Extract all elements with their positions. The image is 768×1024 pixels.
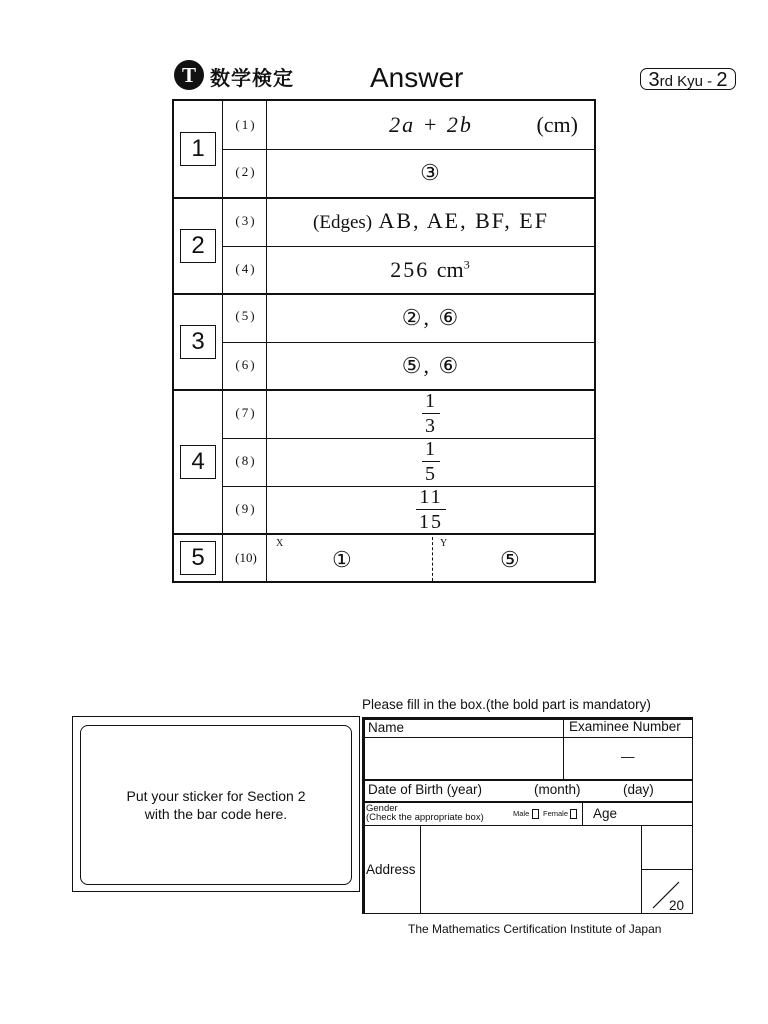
row-divider bbox=[222, 342, 594, 343]
address-field[interactable] bbox=[422, 827, 640, 912]
fraction bbox=[416, 487, 445, 532]
birth-year-label: Date of Birth (year) bbox=[368, 782, 483, 797]
section-number: 3 bbox=[180, 325, 216, 359]
question-number: (3) bbox=[235, 213, 257, 228]
form-row-divider bbox=[363, 801, 692, 803]
question-number: (8) bbox=[235, 453, 257, 468]
answer-unit: cm bbox=[436, 257, 464, 282]
answer-value: 2a + 2b bbox=[389, 112, 473, 137]
examinee-info-form bbox=[362, 717, 693, 914]
xy-divider bbox=[432, 537, 433, 581]
form-row-divider bbox=[363, 825, 692, 826]
answer-value: 256 bbox=[390, 257, 430, 282]
form-col-divider bbox=[582, 801, 583, 825]
answer-1 bbox=[268, 112, 594, 138]
row-divider bbox=[222, 246, 594, 247]
grade-dash: - bbox=[703, 73, 717, 90]
sticker-area bbox=[80, 725, 352, 885]
section-number: 4 bbox=[180, 445, 216, 479]
answer-7 bbox=[268, 391, 594, 438]
female-checkbox[interactable] bbox=[570, 809, 577, 819]
form-col-divider bbox=[420, 825, 421, 913]
y-label: Y bbox=[440, 538, 448, 549]
row-divider bbox=[222, 149, 594, 150]
score-total: 20 bbox=[669, 898, 685, 913]
birth-month-label: (month) bbox=[534, 782, 581, 797]
answer-prefix: (Edges) bbox=[313, 212, 373, 233]
form-col-divider bbox=[563, 718, 564, 779]
grade-number: 3 bbox=[648, 69, 660, 91]
answer-value: AB, AE, BF, EF bbox=[378, 208, 549, 233]
age-label: Age bbox=[593, 806, 618, 821]
name-label: Name bbox=[368, 720, 405, 735]
birth-day-label: (day) bbox=[623, 782, 654, 797]
examinee-number-label: Examinee Number bbox=[569, 719, 681, 734]
question-number: (5) bbox=[235, 308, 257, 323]
denominator: 3 bbox=[425, 415, 437, 437]
form-row-divider bbox=[363, 779, 692, 781]
x-label: X bbox=[276, 538, 284, 549]
section-number: 2 bbox=[180, 229, 216, 263]
numerator: 1 bbox=[422, 439, 440, 462]
question-number: (1) bbox=[235, 117, 257, 132]
male-checkbox[interactable] bbox=[532, 809, 539, 819]
question-number: (10) bbox=[235, 550, 257, 565]
x-answer: ① bbox=[332, 547, 352, 572]
question-number: (2) bbox=[235, 164, 257, 179]
numerator: 1 bbox=[422, 391, 440, 414]
form-row-divider bbox=[641, 869, 692, 870]
question-number: (9) bbox=[235, 501, 257, 516]
answer-5: ②, ⑥ bbox=[401, 305, 461, 330]
answer-unit: (cm) bbox=[536, 112, 578, 137]
question-number: (4) bbox=[235, 261, 257, 276]
answer-8 bbox=[268, 439, 594, 486]
answer-6: ⑤, ⑥ bbox=[401, 353, 461, 378]
logo-text: 数学検定 bbox=[210, 68, 294, 90]
section-number: 5 bbox=[180, 541, 216, 575]
answer-2: ③ bbox=[420, 160, 442, 185]
name-field[interactable] bbox=[383, 738, 561, 778]
grade-suffix: rd Kyu bbox=[659, 73, 703, 90]
section-divider bbox=[174, 197, 594, 199]
column-divider bbox=[222, 101, 223, 581]
gender-label: Gender bbox=[366, 803, 398, 814]
examinee-number-dash: — bbox=[621, 749, 635, 764]
answer-4 bbox=[268, 257, 594, 283]
y-answer: ⑤ bbox=[500, 547, 520, 572]
institute-footer: The Mathematics Certification Institute of Japan bbox=[408, 922, 662, 936]
sticker-text-line2: with the bar code here. bbox=[144, 806, 288, 822]
grade-badge bbox=[640, 68, 736, 90]
question-number: (7) bbox=[235, 405, 257, 420]
female-label: Female bbox=[543, 809, 569, 818]
section-number: 1 bbox=[180, 132, 216, 166]
denominator: 15 bbox=[418, 511, 443, 533]
male-label: Male bbox=[513, 809, 530, 818]
form-left-border bbox=[363, 718, 365, 913]
answer-unit-exponent: 3 bbox=[463, 257, 472, 272]
answer-3 bbox=[268, 208, 594, 234]
address-label: Address bbox=[366, 862, 416, 877]
form-note: Please fill in the box.(the bold part is mandatory) bbox=[362, 697, 651, 712]
gender-hint: (Check the appropriate box) bbox=[366, 812, 484, 823]
answer-table bbox=[172, 99, 596, 583]
fraction bbox=[422, 391, 440, 436]
sticker-text-line1: Put your sticker for Section 2 bbox=[126, 788, 306, 804]
page-title: Answer bbox=[370, 62, 464, 93]
grade-section: 2 bbox=[716, 69, 728, 91]
answer-9 bbox=[268, 487, 594, 534]
denominator: 5 bbox=[425, 463, 437, 485]
numerator: 11 bbox=[416, 487, 445, 510]
form-col-divider bbox=[641, 825, 642, 913]
question-number: (6) bbox=[235, 357, 257, 372]
logo-icon: T bbox=[174, 60, 204, 90]
section-divider bbox=[174, 293, 594, 295]
fraction bbox=[422, 439, 440, 484]
